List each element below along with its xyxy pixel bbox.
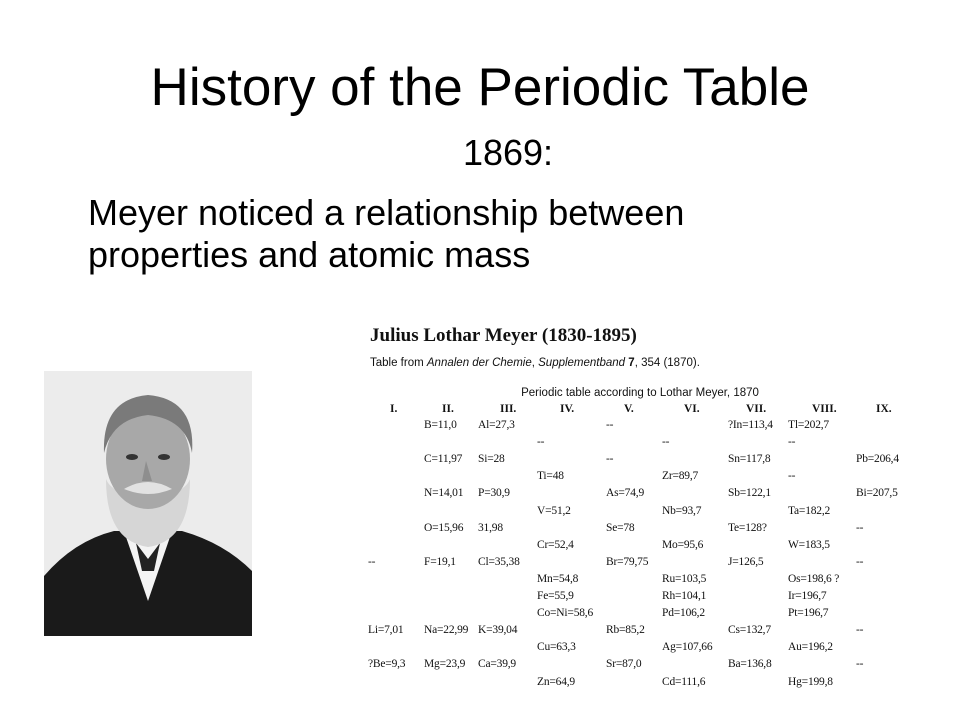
slide-subtitle: 1869: <box>462 132 554 173</box>
source-separator: , <box>531 357 539 369</box>
table-cell: -- <box>662 436 670 449</box>
table-cell: -- <box>537 436 545 449</box>
table-cell: Sn=117,8 <box>728 453 771 466</box>
table-cell: Rh=104,1 <box>662 590 707 602</box>
table-cell: Si=28 <box>478 453 505 466</box>
table-cell: Br=79,75 <box>606 555 649 568</box>
table-cell: K=39,04 <box>478 624 518 637</box>
source-supplement: Supplementband <box>538 357 626 369</box>
table-cell: Fe=55,9 <box>537 590 574 602</box>
table-cell: Cs=132,7 <box>728 624 771 637</box>
table-cell: Cl=35,38 <box>478 555 520 568</box>
body-line: properties and atomic mass <box>88 234 531 275</box>
table-cell: Li=7,01 <box>368 624 404 637</box>
table-cell: Rb=85,2 <box>606 624 645 637</box>
column-header: III. <box>500 403 517 415</box>
table-cell: Pd=106,2 <box>662 607 705 620</box>
table-cell: -- <box>856 521 864 534</box>
table-cell: Co=Ni=58,6 <box>537 607 594 620</box>
portrait-illustration <box>44 371 252 636</box>
periodic-table-figure <box>360 318 920 698</box>
table-cell: -- <box>788 436 796 449</box>
figure-caption: Periodic table according to Lothar Meyer, 1870 <box>521 387 759 399</box>
table-cell: Ba=136,8 <box>728 658 772 671</box>
table-cell: P=30,9 <box>478 487 510 500</box>
table-cell: -- <box>788 470 796 483</box>
table-cell: ?Be=9,3 <box>368 658 406 671</box>
table-cell: B=11,0 <box>424 419 457 431</box>
column-header: VI. <box>684 403 700 415</box>
column-header: II. <box>442 403 454 415</box>
figure-source <box>370 356 700 370</box>
portrait-photo <box>44 371 252 636</box>
source-prefix: Table from <box>370 357 427 369</box>
table-cell: O=15,96 <box>424 521 464 534</box>
table-cell: Hg=199,8 <box>788 675 833 688</box>
table-cell: Sr=87,0 <box>606 658 642 671</box>
table-cell: Se=78 <box>606 521 635 534</box>
table-cell: Cd=111,6 <box>662 675 706 688</box>
column-header: IV. <box>560 403 575 415</box>
table-cell: Ca=39,9 <box>478 658 516 671</box>
table-cell: Al=27,3 <box>478 419 515 431</box>
table-cell: Os=198,6 ? <box>788 572 840 585</box>
table-cell: C=11,97 <box>424 453 463 466</box>
table-cell: Mg=23,9 <box>424 658 466 671</box>
table-cell: 31,98 <box>478 521 503 534</box>
source-journal: Annalen der Chemie <box>426 357 532 369</box>
column-header: I. <box>390 403 398 415</box>
table-cell: -- <box>606 453 614 466</box>
table-cell: ?In=113,4 <box>728 419 773 431</box>
table-cell: Au=196,2 <box>788 641 833 654</box>
table-cell: Mo=95,6 <box>662 538 704 551</box>
table-cell: Ag=107,66 <box>662 641 713 654</box>
table-cell: Pt=196,7 <box>788 607 829 620</box>
table-cell: Zr=89,7 <box>662 470 699 483</box>
table-cell: N=14,01 <box>424 487 464 500</box>
table-cell: Zn=64,9 <box>537 675 575 688</box>
table-cell: Tl=202,7 <box>788 419 829 431</box>
table-cell: Pb=206,4 <box>856 453 899 466</box>
table-cell: Nb=93,7 <box>662 504 702 517</box>
source-suffix: , 354 (1870). <box>634 357 700 369</box>
source-volume: 7 <box>625 357 635 369</box>
table-cell: Ti=48 <box>537 470 564 483</box>
column-header: VII. <box>746 403 767 415</box>
table-cell: F=19,1 <box>424 555 456 568</box>
table-cell: Bi=207,5 <box>856 487 898 500</box>
table-cell: -- <box>856 555 864 568</box>
table-cell: Ta=182,2 <box>788 504 831 517</box>
slide-title: History of the Periodic Table <box>150 58 810 117</box>
table-cell: Mn=54,8 <box>537 572 579 585</box>
column-header: IX. <box>876 403 892 415</box>
table-cell: -- <box>856 624 864 637</box>
table-cell: -- <box>368 555 376 568</box>
table-cell: V=51,2 <box>537 504 571 517</box>
table-cell: -- <box>856 658 864 671</box>
table-cell: Ir=196,7 <box>788 590 827 602</box>
column-header: VIII. <box>812 403 837 415</box>
body-line: Meyer noticed a relationship between <box>88 192 685 233</box>
table-cell: Sb=122,1 <box>728 487 771 500</box>
table-cell: Cr=52,4 <box>537 538 574 551</box>
slide-body <box>88 192 908 276</box>
column-header: V. <box>624 403 634 415</box>
table-cell: As=74,9 <box>606 487 644 500</box>
table-cell: Cu=63,3 <box>537 641 576 654</box>
table-cell: Te=128? <box>728 521 767 534</box>
table-cell: -- <box>606 419 614 431</box>
table-cell: Na=22,99 <box>424 624 469 637</box>
figure-heading: Julius Lothar Meyer (1830-1895) <box>370 325 637 346</box>
table-cell: Ru=103,5 <box>662 572 707 585</box>
table-cell: W=183,5 <box>788 538 830 551</box>
table-cell: J=126,5 <box>728 555 764 568</box>
